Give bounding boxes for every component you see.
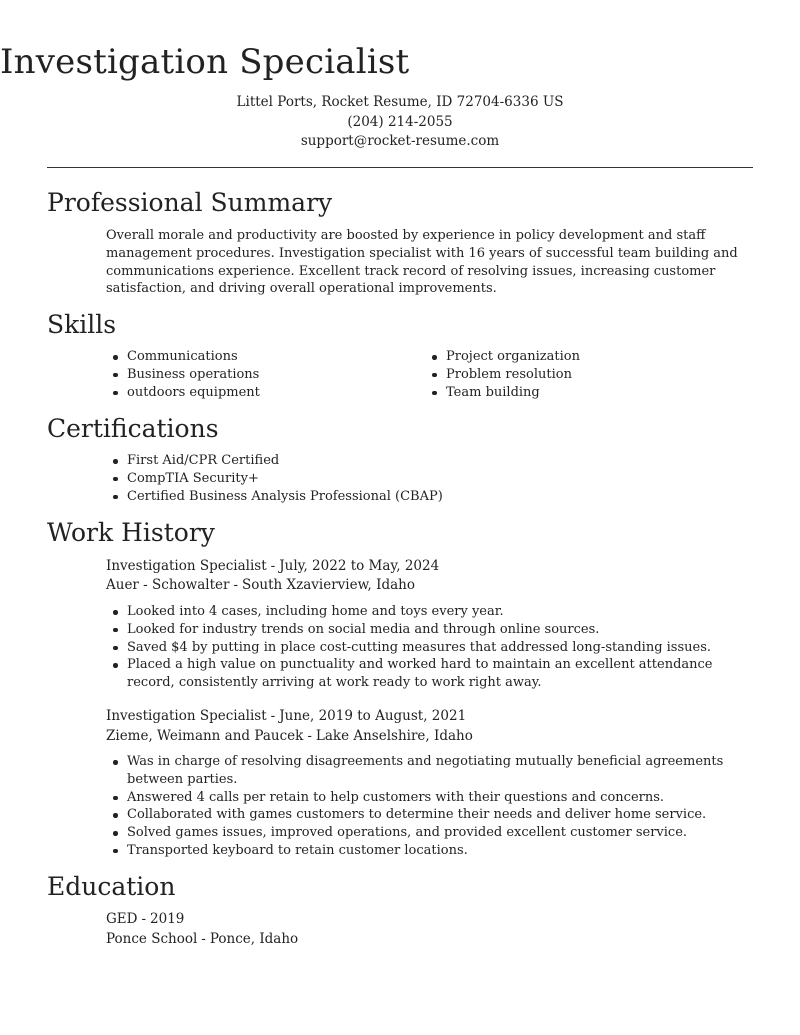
skill-item: Business operations [106,366,406,384]
job-title-line [106,707,746,726]
section-title-work-history: Work History [47,518,215,547]
separator: - [201,931,206,947]
job-dates: June, 2019 to August, 2021 [279,708,467,724]
education-degree-line [106,910,746,929]
certification-item: CompTIA Security+ [106,470,746,488]
separator: - [270,558,276,574]
job-bullets [106,753,746,860]
certifications-list [106,452,746,505]
candidate-name: Investigation Specialist [0,42,410,82]
summary-text: Overall morale and productivity are boosted by experience in policy development and staff management procedures. Investigation specialist with 16 years of successful team building and communications experience. Excellent track record of resolving issues, increasing customer satisfaction, and driving overall operational improvements. [106,228,738,297]
skills-column-right [425,348,725,401]
job-company: Auer - Schowalter [106,577,230,593]
separator: - [141,911,147,927]
education-degree: GED [106,911,138,927]
separator: - [270,708,276,724]
skill-item: Project organization [425,348,725,366]
job-bullet: Answered 4 calls per retain to help customers with their questions and concerns. [106,789,746,807]
skill-item: Communications [106,348,406,366]
skill-item: outdoors equipment [106,384,406,402]
job-bullet: Looked into 4 cases, including home and toys every year. [106,603,746,621]
contact-email: support@rocket-resume.com [300,133,500,149]
job-company-line [106,727,746,746]
section-title-summary: Professional Summary [47,188,333,217]
separator: - [233,577,239,593]
job-title-line [106,557,746,576]
job-dates: July, 2022 to May, 2024 [279,558,440,574]
job-location: Lake Anselshire, Idaho [315,728,473,744]
job-company-line [106,576,746,595]
skill-item: Problem resolution [425,366,725,384]
job-bullet: Was in charge of resolving disagreements and negotiating mutually beneficial agreements between parties. [106,753,746,789]
section-title-certifications: Certifications [47,414,219,443]
skills-column-left [106,348,406,401]
section-title-skills: Skills [47,310,117,339]
job-bullet: Transported keyboard to retain customer locations. [106,842,746,860]
job-bullet: Saved $4 by putting in place cost-cutting measures that addressed long-standing issues. [106,639,746,657]
job-bullet: Solved games issues, improved operations, and provided excellent customer service. [106,824,746,842]
job-bullet: Looked for industry trends on social media and through online sources. [106,621,746,639]
job-bullet: Collaborated with games customers to determine their needs and deliver home service. [106,806,746,824]
section-title-education: Education [47,872,176,901]
skill-item: Team building [425,384,725,402]
certification-item: Certified Business Analysis Professional (CBAP) [106,488,746,506]
education-school-line [106,930,746,949]
separator: - [307,728,312,744]
education-school: Ponce School [106,931,198,947]
header-divider [47,167,753,168]
job-bullets [106,603,746,692]
job-bullet: Placed a high value on punctuality and worked hard to maintain an excellent attendance record, consistently arriving at work ready to work right away. [106,656,746,692]
job-role: Investigation Specialist [106,558,267,574]
education-year: 2019 [150,911,185,927]
job-location: South Xzavierview, Idaho [242,577,415,593]
job-company: Zieme, Weimann and Paucek [106,728,304,744]
contact-address: Littel Ports, Rocket Resume, ID 72704-6336 US [236,94,564,110]
education-location: Ponce, Idaho [209,931,299,947]
certification-item: First Aid/CPR Certified [106,452,746,470]
contact-phone: (204) 214-2055 [347,114,453,130]
job-role: Investigation Specialist [106,708,267,724]
